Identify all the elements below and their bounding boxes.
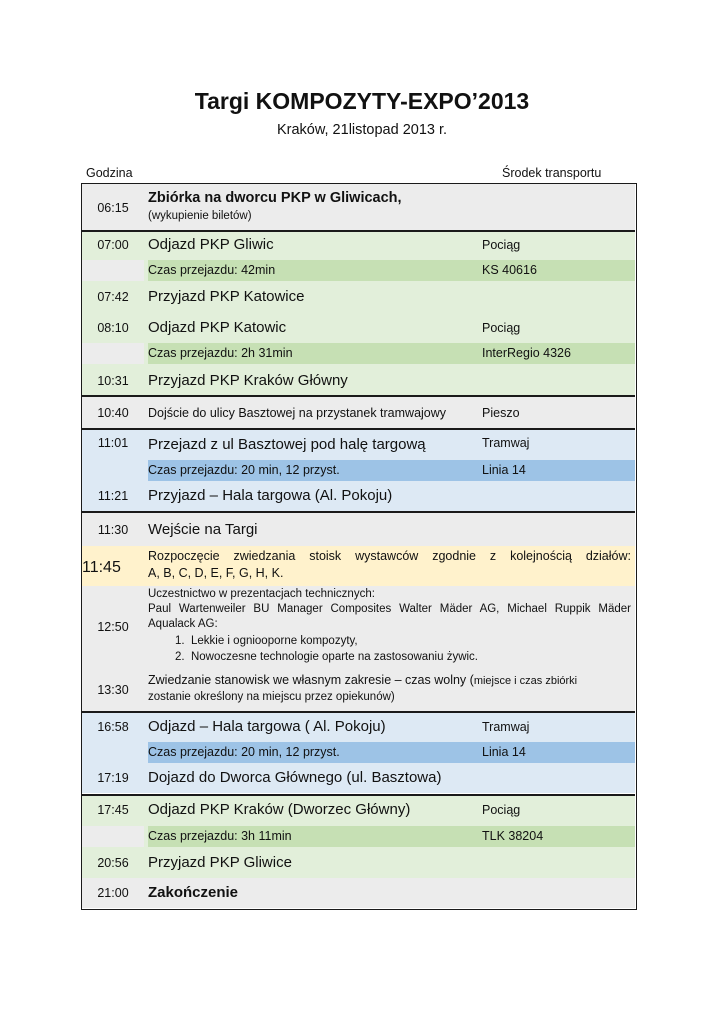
time-label: 08:10 <box>97 321 129 335</box>
column-header-transport: Środek transportu <box>502 166 602 180</box>
transport-type: Tramwaj <box>482 436 530 450</box>
duration-text: Czas przejazdu: 20 min, 12 przyst. <box>148 745 340 759</box>
presentation-list-item-1: 1. Lekkie i ogniooporne kompozyty, <box>175 635 358 647</box>
time-label: 07:00 <box>97 238 129 252</box>
duration-bar <box>148 343 635 364</box>
activity-line-2: zostanie określony na miejscu przez opiekunów) <box>148 691 395 703</box>
time-label: 10:40 <box>97 406 129 420</box>
time-label: 13:30 <box>97 683 129 697</box>
activity-line-3: Aqualack AG: <box>148 618 218 630</box>
duration-text: Czas przejazdu: 3h 11min <box>148 829 292 843</box>
activity-text: Przyjazd PKP Katowice <box>148 288 305 305</box>
row-0615 <box>82 184 635 230</box>
activity-text: Dojazd do Dworca Głównego (ul. Basztowa) <box>148 769 442 786</box>
transport-type: Pociąg <box>482 803 521 817</box>
row-1250 <box>82 586 635 670</box>
activity-text: Przejazd z ul Basztowej pod halę targową <box>148 436 426 453</box>
transport-type: Pociąg <box>482 321 521 335</box>
transport-type: Pociąg <box>482 238 521 252</box>
tram-line: Linia 14 <box>482 463 526 477</box>
time-label: 11:01 <box>97 436 129 450</box>
duration-bar <box>148 260 635 281</box>
activity-text: Odjazd PKP Gliwic <box>148 236 274 253</box>
activity-line-1: Rozpoczęcie zwiedzania stoisk wystawców zgodnie z kolejnością działów: <box>148 549 631 563</box>
row-0700 <box>82 232 635 260</box>
row-1145 <box>82 546 635 586</box>
row-1719 <box>82 764 635 793</box>
row-1330 <box>82 671 635 711</box>
time-label: 07:42 <box>97 290 129 304</box>
activity-text: Odjazd PKP Kraków (Dworzec Główny) <box>148 801 411 818</box>
tram-line: Linia 14 <box>482 745 526 759</box>
column-header-time: Godzina <box>86 166 133 180</box>
train-number: TLK 38204 <box>482 829 544 843</box>
train-number: KS 40616 <box>482 263 537 277</box>
activity-note: (wykupienie biletów) <box>148 210 252 222</box>
time-label: 11:21 <box>97 489 129 503</box>
duration-text: Czas przejazdu: 20 min, 12 przyst. <box>148 463 340 477</box>
time-label: 21:00 <box>97 886 129 900</box>
activity-text: Przyjazd – Hala targowa (Al. Pokoju) <box>148 487 393 504</box>
activity-text: Zakończenie <box>148 884 239 901</box>
row-1121 <box>82 482 635 511</box>
row-1745 <box>82 796 635 825</box>
time-label: 06:15 <box>97 201 129 215</box>
time-label: 17:45 <box>97 803 129 817</box>
activity-text: Przyjazd PKP Kraków Główny <box>148 372 348 389</box>
train-number: InterRegio 4326 <box>482 346 571 360</box>
time-spacer <box>82 260 144 281</box>
time-label: 16:58 <box>97 720 129 734</box>
list-item-text: Lekkie i ogniooporne kompozyty, <box>190 635 358 647</box>
row-2056 <box>82 848 635 878</box>
activity-text: Zbiórka na dworcu PKP w Gliwicach, <box>148 190 402 206</box>
schedule-table <box>81 183 637 910</box>
activity-line-2: A, B, C, D, E, F, G, H, K. <box>148 566 284 580</box>
activity-note: miejsce i czas zbiórki <box>473 675 578 687</box>
activity-text: Przyjazd PKP Gliwice <box>148 854 292 871</box>
duration-bar <box>148 742 635 763</box>
transport-type: Tramwaj <box>482 720 530 734</box>
row-1031 <box>82 365 635 395</box>
time-label: 12:50 <box>97 620 129 634</box>
activity-line-1 <box>148 673 577 687</box>
duration-bar <box>148 460 635 481</box>
row-0742 <box>82 282 635 312</box>
activity-line-2: Paul Wartenweiler BU Manager Composites Walter Mäder AG, Michael Ruppik Mäder <box>148 603 631 615</box>
activity-line-1: Uczestnictwo w prezentacjach technicznych: <box>148 588 375 600</box>
time-label: 20:56 <box>97 856 129 870</box>
time-spacer <box>82 826 144 847</box>
activity-text: Zwiedzanie stanowisk we własnym zakresie – czas wolny ( <box>148 673 474 687</box>
presentation-list-item-2: 2. Nowoczesne technologie oparte na zastosowaniu żywic. <box>175 651 479 663</box>
time-spacer <box>82 343 144 364</box>
transport-type: Pieszo <box>482 406 520 420</box>
page-title: Targi KOMPOZYTY-EXPO’2013 <box>194 88 530 114</box>
page-subtitle: Kraków, 21listopad 2013 r. <box>276 122 448 138</box>
activity-text: Dojście do ulicy Basztowej na przystanek tramwajowy <box>148 406 447 420</box>
row-1101 <box>82 430 635 459</box>
list-item-text: Nowoczesne technologie oparte na zastosowaniu żywic. <box>190 651 479 663</box>
activity-text: Odjazd – Hala targowa ( Al. Pokoju) <box>148 718 386 735</box>
row-1130 <box>82 513 635 545</box>
duration-bar <box>148 826 635 847</box>
time-label: 11:30 <box>97 523 129 537</box>
row-1040 <box>82 397 635 428</box>
row-1658 <box>82 713 635 742</box>
duration-text: Czas przejazdu: 2h 31min <box>148 346 293 360</box>
activity-text: Odjazd PKP Katowic <box>148 319 287 336</box>
row-0810 <box>82 314 635 342</box>
row-2100 <box>82 878 635 908</box>
activity-text: Wejście na Targi <box>148 521 258 538</box>
time-label: 11:45 <box>82 559 121 576</box>
time-label: 17:19 <box>97 771 129 785</box>
duration-text: Czas przejazdu: 42min <box>148 263 276 277</box>
time-label: 10:31 <box>97 374 129 388</box>
